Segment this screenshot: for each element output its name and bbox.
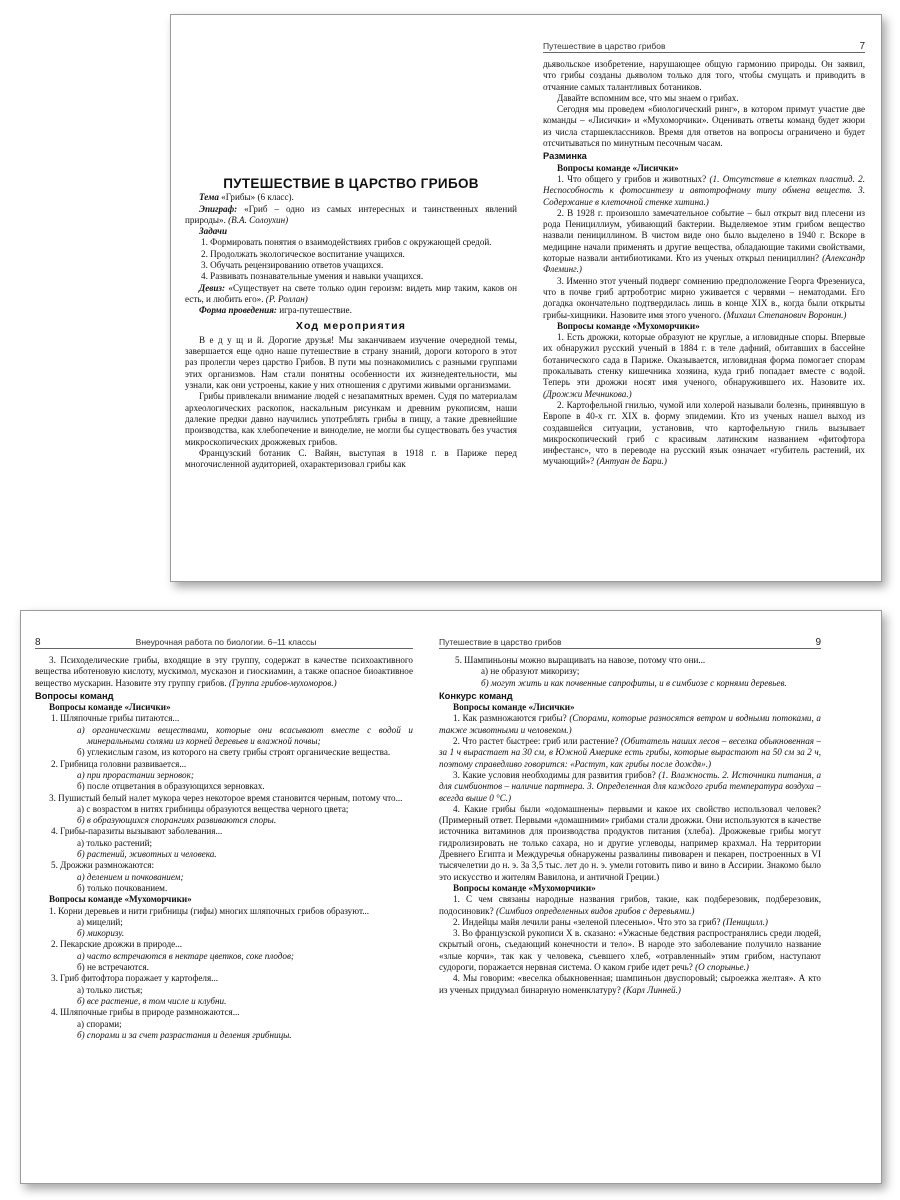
vayan-paragraph: Французский ботаник С. Вайян, выступая в 1918 г. в Париже перед многочисленной аудиторией, охарактеризовал грибы как: [185, 447, 517, 470]
answer: (1. Отсутствие в клетках пластид. 2. Неспособность к фотосинтезу и автотрофному типу обмена веществ. 3. Содержание в клеточной стенке хитина.): [543, 173, 865, 207]
team-heading: Вопросы команде «Лисички»: [557, 162, 679, 173]
running-header: [35, 637, 413, 649]
option: а) спорами;: [77, 1018, 122, 1029]
option-correct: б) все растение, в том числе и клубни.: [77, 995, 227, 1006]
epigraf-text: «Гриб – одно из самых интересных и таинственных явлений природы».: [185, 203, 517, 225]
zadacha-1: 1. Формировать понятия о взаимодействиях грибов с окружающей средой.: [201, 237, 492, 248]
paragraph: дьявольское изобретение, нарушающее общую гармонию природы. Он заявил, что грибы созданы дьяволом только для того, чтобы смущать и приводить в отчаяние самых талантливых ботаников.: [543, 59, 865, 92]
option-correct: а) при прорастании зерновок;: [77, 769, 194, 780]
question: 1. Шляпочные грибы питаются...: [51, 713, 180, 724]
question: 1. Есть дрожжи, которые образуют не круглые, а игловидные споры. Впервые их обнаружил русский ученый в 1884 г. в теле дафний, обитавших в бассейне ботанического сада в Париже. Оказывается, игловидная форма помогает спорам прокалывать стенку кишечника хозяина, куда гриб попадает вместе с водой. Теперь эти дрожжи носят имя ученого, обнаружившего их. Назовите их.: [543, 332, 865, 388]
top-spread: [170, 14, 882, 582]
page-number: 7: [859, 41, 865, 52]
page-6: [185, 15, 517, 581]
question: 3. Пушистый белый налет мукора через некоторое время становится черным, потому что...: [49, 792, 403, 803]
question: 4. Какие грибы были «одомашнены» первыми и какое их свойство использовал человек?: [453, 803, 821, 814]
team-heading: Вопросы команде «Мухоморчики»: [453, 882, 596, 893]
answer: (Карл Линней.): [623, 984, 681, 995]
answer: (Александр Флеминг.): [543, 253, 865, 275]
answer: (О спорынье.): [695, 962, 749, 973]
question: 4. Грибы-паразиты вызывают заболевания...: [51, 826, 223, 837]
option: а) мицелий;: [77, 916, 123, 927]
page-number: 9: [815, 637, 821, 648]
answer: (Спорами, которые разносятся ветром и водными потоками, а также животными и человеком.): [439, 713, 821, 735]
question: 1. Корни деревьев и нити грибницы (гифы) многих шляпочных грибов образуют...: [49, 905, 370, 916]
option-correct: б) в образующихся спорангиях развиваются споры.: [77, 815, 277, 826]
question: 3. Во французской рукописи X в. сказано: «Ужасные бедствия распространялись среди людей, скрытый огонь, съедающий конечности и тело». В народе это заболевание получило название «злые корчи», так как у человека, съевшего хлеб, «отравленный» этим грибом, наступают судороги, поражается нервная система. О каком грибе идет речь?: [439, 928, 821, 973]
option: а) только листья;: [77, 984, 143, 995]
question: 5. Дрожжи размножаются:: [51, 860, 155, 871]
forma-label: Форма проведения:: [199, 305, 277, 316]
option: а) только растений;: [77, 837, 153, 848]
epigraf-label: Эпиграф:: [199, 203, 238, 214]
paragraph: Сегодня мы проведем «биологический ринг», в котором примут участие две команды – «Лисички» и «Мухоморчики». Оценивать ответы команд будет жюри из числа старшеклассников. Время для ответов на вопросы ограничено и будет отсчитываться по минутным песочным часам.: [543, 104, 865, 149]
question: 2. Грибница головни развивается...: [51, 758, 187, 769]
page-7-body: [543, 59, 865, 577]
team-heading: Вопросы команде «Мухоморчики»: [557, 320, 700, 331]
answer: (Антуан де Бари.): [596, 456, 667, 467]
page-8: [35, 611, 413, 1183]
tema-text: «Грибы» (6 класс).: [221, 192, 294, 203]
section-subtitle: Ход мероприятия: [295, 319, 407, 332]
tema-label: Тема: [199, 192, 219, 203]
option: б) только почкованием.: [77, 882, 168, 893]
page-8-body: [35, 655, 413, 1179]
question: 4. Мы говорим: «веселка обыкновенная; шампиньон двуспоровый; сыроежка желтая». А кто из ученых придумал бинарную номенклатуру?: [439, 973, 821, 995]
bottom-spread: [20, 610, 882, 1184]
question: 2. Индейцы майя лечили раны «зеленой плесенью». Что это за гриб?: [453, 916, 721, 927]
zadachi-label: Задачи: [199, 226, 228, 237]
intro-paragraph: Дорогие друзья! Мы заканчиваем изучение очередной темы, завершается еще одно наше путешествие в страну знаний, дороги которого в этот раз пролегли через царство Грибов. В пути мы познакомились с разными группами этих организмов. Нам стали понятны особенности их жизнедеятельности, мы узнали, как они устроены, какие у них отношения с другими живыми организмами.: [185, 334, 517, 391]
page-number: 8: [35, 637, 41, 648]
answer: (Симбиоз определенных видов грибов с деревьями.): [495, 905, 695, 916]
answer: (Группа грибов-мухоморов.): [228, 677, 337, 688]
section-heading: Конкурс команд: [439, 690, 513, 701]
running-header: [543, 41, 865, 53]
option: а) с возрастом в нитях грибницы образуются вещества черного цвета;: [77, 803, 349, 814]
option-correct: б) растений, животных и человека.: [77, 849, 217, 860]
option: б) не встречаются.: [77, 962, 149, 973]
deviz-author: (Р. Роллан): [265, 293, 308, 304]
answer: (Примерный ответ. Первыми «домашними» грибами стали дрожжи. Они используются в качестве источника витаминов для производства продуктов питания (хлеба). Дрожжевые грибы могут гидролизировать не только сахара, но и другие углеводы, например крахмал. На территории Древнего Египта и Междуречья обнаружены развалины пивоварен и пекарен, построенных в VI тысячелетии до н. э. За 3,5 тыс. лет до н. э. умели готовить пиво и вино в Ассирии. Знакомо было это искусство и жителям Вавилона, и античной Греции.): [439, 815, 821, 882]
section-heading: Вопросы команд: [35, 690, 114, 701]
page-6-body: [185, 178, 517, 577]
zadacha-3: 3. Обучать рецензированию ответов учащихся.: [201, 260, 384, 271]
question: 3. Именно этот ученый подверг сомнению предположение Георга Фрезениуса, что в почве гриб артроботрис мирно уживается с червями – нематодами. Его догадка окончательно подтвердилась лишь в конце XIX в., когда были открыты грибы-хищники. Назовите имя этого ученого.: [543, 275, 865, 320]
history-paragraph: Грибы привлекали внимание людей с незапамятных времен. Судя по материалам археологических раскопок, наскальным рисункам и древним рукописям, наши далекие предки давно научились употреблять грибы в пищу, а такие древнейшие производства, как хлебопечение и виноделие, не могли бы существовать без участия микроскопических дрожжевых грибов.: [185, 391, 517, 447]
question: 2. В 1928 г. произошло замечательное событие – был открыт вид плесени из рода Пенициллиум, убивающий бактерии. Выделяемое этим грибом вещество назвали пенициллином. В чистом виде оно было выделено в 1940 г. Вскоре в медицине начали применять и другие вещества, обладающие такими свойствами, которые назвали антибиотиками. Кто из ученых открыл пенициллин?: [543, 207, 865, 264]
option-correct: а) делением и почкованием;: [77, 871, 184, 882]
option: б) углекислым газом, из которого на свету грибы строят органические вещества.: [77, 747, 391, 758]
question: 3. Гриб фитофтора поражает у картофеля...: [51, 973, 219, 984]
running-title: Путешествие в царство грибов: [543, 41, 666, 51]
option-correct: б) микоризу.: [77, 928, 125, 939]
question: 3. Какие условия необходимы для развития грибов?: [453, 769, 656, 780]
question: 1. С чем связаны народные названия грибов, такие, как подберезовик, подберезовик, подосиновик?: [439, 894, 821, 916]
question: 2. Пекарские дрожжи в природе...: [51, 939, 183, 950]
deviz-text: «Существует на свете только один героизм: видеть мир таким, каков он есть, и любить его».: [185, 282, 517, 304]
running-title: Внеурочная работа по биологии. 6–11 классы: [135, 637, 317, 647]
answer: (Михаил Степанович Воронин.): [723, 309, 847, 320]
answer: (Пеницилл.): [722, 916, 768, 927]
question: 1. Что общего у грибов и животных?: [557, 173, 707, 184]
option-correct: а) часто встречаются в нектаре цветков, соке плодов;: [77, 950, 294, 961]
question: 2. Что растет быстрее: гриб или растение?: [453, 736, 619, 747]
paragraph: Давайте вспомним все, что мы знаем о грибах.: [557, 92, 739, 103]
question: 4. Шляпочные грибы в природе размножаются...: [51, 1007, 240, 1018]
running-header: [439, 637, 821, 649]
option-correct: а) органическими веществами, которые они всасывают вместе с водой и минеральными солями из корней деревьев и влажной почвы;: [77, 724, 413, 747]
host-label: В е д у щ и й.: [199, 334, 265, 345]
question: 5. Шампиньоны можно выращивать на навозе, потому что они...: [455, 655, 706, 665]
forma-text: игра-путешествие.: [279, 305, 352, 316]
section-heading: Разминка: [543, 151, 587, 162]
answer: (Обитатель наших лесов – веселка обыкновенная – за 1 ч вырастает на 30 см, в Южной Америке есть грибы, которые вырастают на 50 см за 2 ч, поэтому справедливо говорится: «Растут, как грибы после дождя».): [439, 736, 821, 769]
lesson-title: ПУТЕШЕСТВИЕ В ЦАРСТВО ГРИБОВ: [223, 176, 479, 191]
question: 2. Картофельной гнилью, чумой или холерой называли болезнь, принявшую в Европе в 40-х гг. XIX в. форму эпидемии. Кто из ученых нашел выход из создавшейся ситуации, установив, что картофельную гниль вызывает микроскопический гриб с красивым латинским названием «фитофтора инфестанс», что в переводе на русский язык означает «губитель растений, их мучающий»?: [543, 399, 865, 467]
zadacha-4: 4. Развивать познавательные умения и навыки учащихся.: [201, 271, 424, 282]
deviz-label: Девиз:: [199, 282, 226, 293]
option-correct: б) спорами и за счет разрастания и деления грибницы.: [77, 1029, 292, 1040]
option: а) не образуют микоризу;: [481, 666, 580, 677]
page-9-body: [439, 655, 821, 1179]
question: 1. Как размножаются грибы?: [453, 713, 567, 724]
answer: (Дрожжи Мечникова.): [543, 388, 632, 399]
question: 3. Психоделические грибы, входящие в эту группу, содержат в качестве психоактивного вещества иботеновую кислоту, мускимол, мусказон и гиоскиамин, а также опасное биоактивное вещество мускарин. Назовите эту группу грибов.: [35, 655, 413, 688]
option-correct: б) могут жить и как почвенные сапрофиты, и в симбиозе с корнями деревьев.: [481, 677, 787, 688]
team-heading: Вопросы команде «Лисички»: [453, 702, 575, 713]
option: б) после отцветания в образующихся зерновках.: [77, 781, 265, 792]
answer: (1. Влажность. 2. Источники питания, а для симбионтов – наличие партнера. 3. Определенная для каждого гриба температура воздуха – всегда выше 0 °С.): [439, 769, 821, 803]
page-9: [439, 611, 821, 1183]
page-7: [543, 15, 865, 581]
team-heading: Вопросы команде «Мухоморчики»: [49, 894, 192, 905]
team-heading: Вопросы команде «Лисички»: [49, 702, 171, 713]
zadacha-2: 2. Продолжать экологическое воспитание учащихся.: [201, 248, 405, 259]
epigraf-author: (В.А. Солоухин): [228, 214, 289, 225]
running-title: Путешествие в царство грибов: [439, 637, 562, 647]
